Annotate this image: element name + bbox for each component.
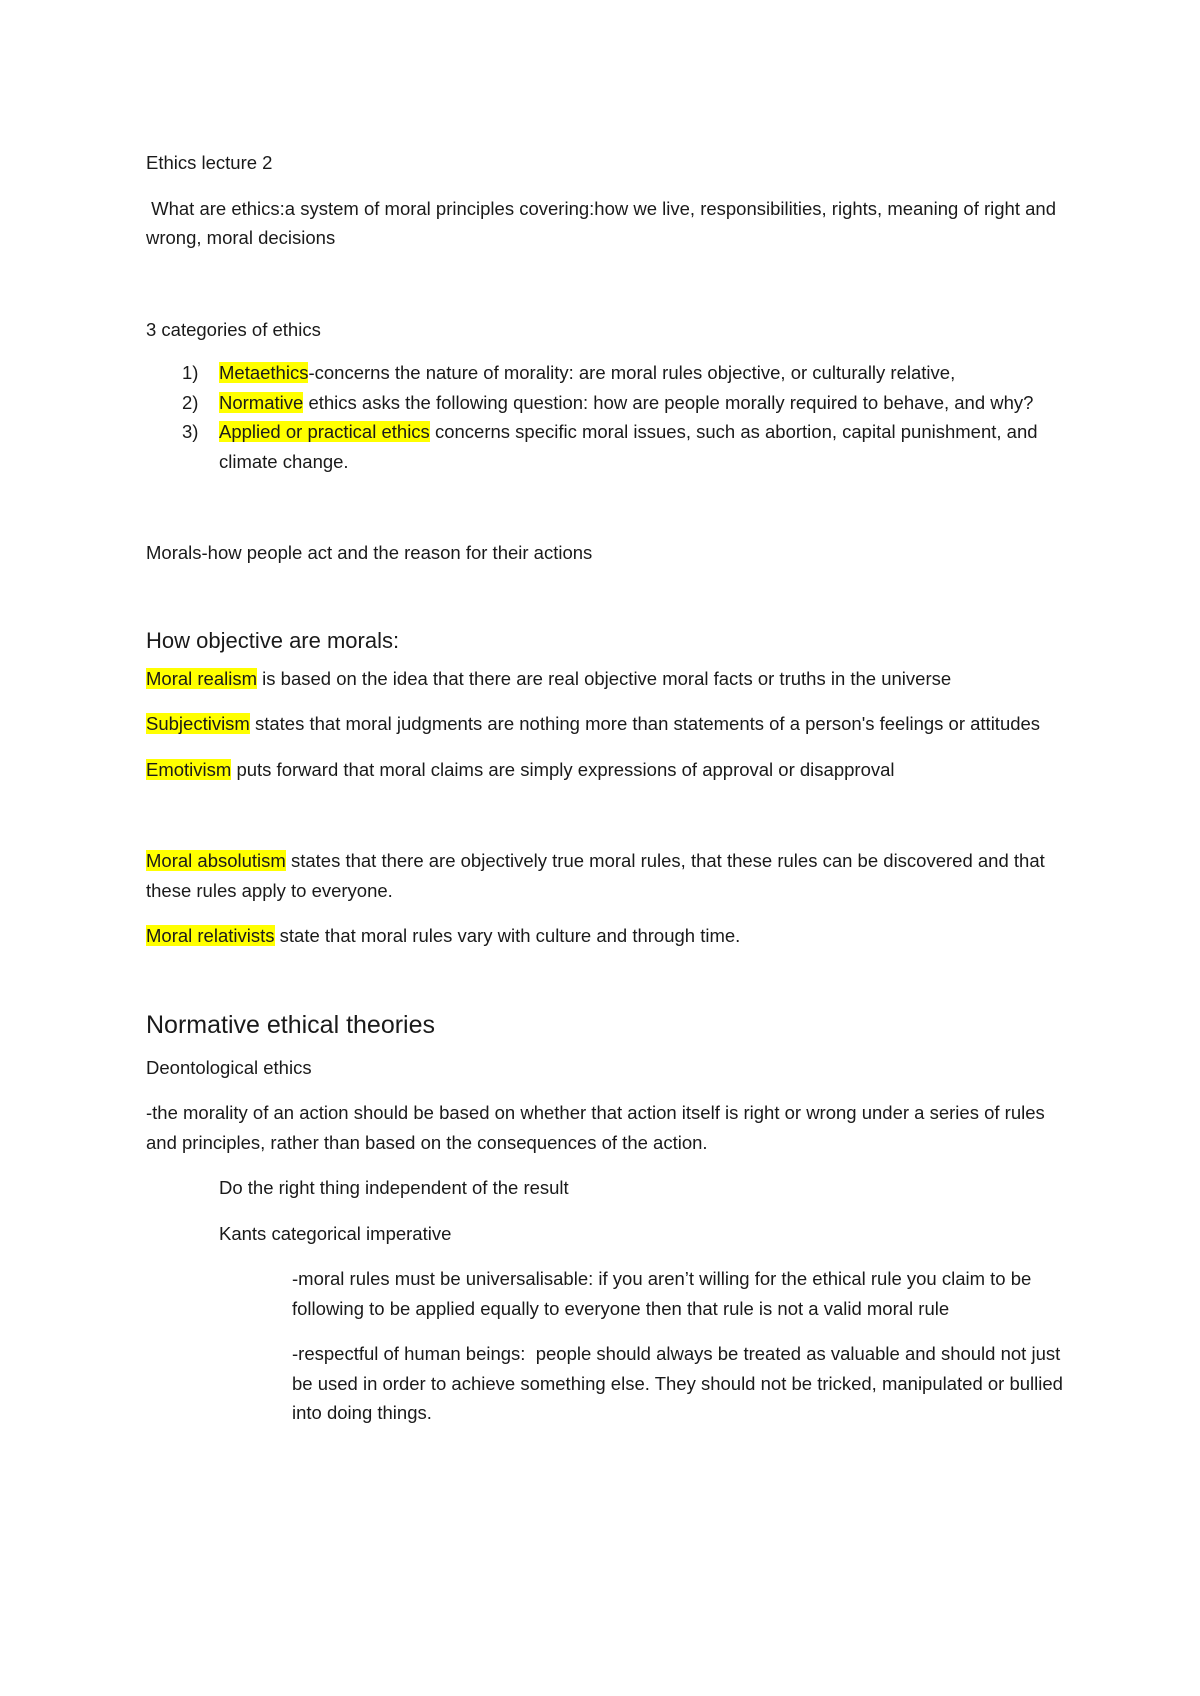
absolutism-item (146, 921, 1076, 951)
highlighted-term: Moral relativists (146, 925, 275, 946)
deontological-subheading: Deontological ethics (146, 1056, 312, 1078)
highlighted-term: Moral absolutism (146, 850, 286, 871)
normative-heading: Normative ethical theories (146, 1010, 436, 1039)
list-text: concerns specific moral issues, such as abortion, capital punishment, and climate change. (219, 421, 1043, 472)
list-number: 1) (182, 362, 199, 383)
sub-point: -moral rules must be universalisable: if you aren’t willing for the ethical rule you claim to be following to be applied equally to everyone then that rule is not a valid moral rule (292, 1268, 1032, 1319)
list-item (146, 388, 1076, 418)
paragraph-text: states that there are objectively true moral rules, that these rules can be discovered and that these rules apply to everyone. (146, 850, 1050, 901)
morals-definition: Morals-how people act and the reason for their actions (146, 542, 593, 563)
objective-item (146, 664, 1076, 694)
highlighted-term: Emotivism (146, 758, 232, 780)
objective-item (146, 709, 1076, 739)
absolutism-item (146, 846, 1076, 905)
highlighted-term: Moral realism (146, 667, 258, 689)
paragraph-text: state that moral rules vary with culture and through time. (274, 925, 741, 946)
indented-point: Do the right thing independent of the result (219, 1177, 569, 1198)
list-number: 3) (182, 421, 199, 442)
list-text: ethics asks the following question: how are people morally required to behave, and why? (303, 391, 1034, 413)
categories-list (146, 358, 1076, 476)
deontological-definition: -the morality of an action should be based on whether that action itself is right or wrong under a series of rules and principles, rather than based on the consequences of the action. (146, 1102, 1045, 1153)
categories-heading: 3 categories of ethics (146, 318, 321, 340)
list-item (146, 417, 1076, 476)
indented-point: Kants categorical imperative (219, 1222, 452, 1244)
document-body (146, 148, 1076, 1428)
sub-point: -respectful of human beings: people should always be treated as valuable and should not just be used in order to achieve something else. They should not be tricked, manipulated or bullied into doing things. (292, 1343, 1069, 1423)
highlighted-term: Metaethics (219, 362, 309, 383)
list-text: -concerns the nature of morality: are moral rules objective, or culturally relative, (308, 362, 956, 383)
highlighted-term: Applied or practical ethics (219, 421, 430, 442)
highlighted-term: Subjectivism (146, 713, 250, 734)
paragraph-text: is based on the idea that there are real objective moral facts or truths in the universe (257, 667, 952, 689)
list-number: 2) (182, 391, 199, 413)
doc-title: Ethics lecture 2 (146, 152, 273, 173)
intro-paragraph: What are ethics:a system of moral principles covering:how we live, responsibilities, rights, meaning of right and wrong, moral decisions (146, 197, 1062, 248)
objective-heading: How objective are morals: (146, 627, 400, 653)
objective-item (146, 755, 1076, 785)
list-item (146, 358, 1076, 388)
paragraph-text: puts forward that moral claims are simply expressions of approval or disapproval (231, 758, 895, 780)
highlighted-term: Normative (219, 391, 304, 413)
paragraph-text: states that moral judgments are nothing more than statements of a person's feelings or attitudes (249, 713, 1041, 734)
